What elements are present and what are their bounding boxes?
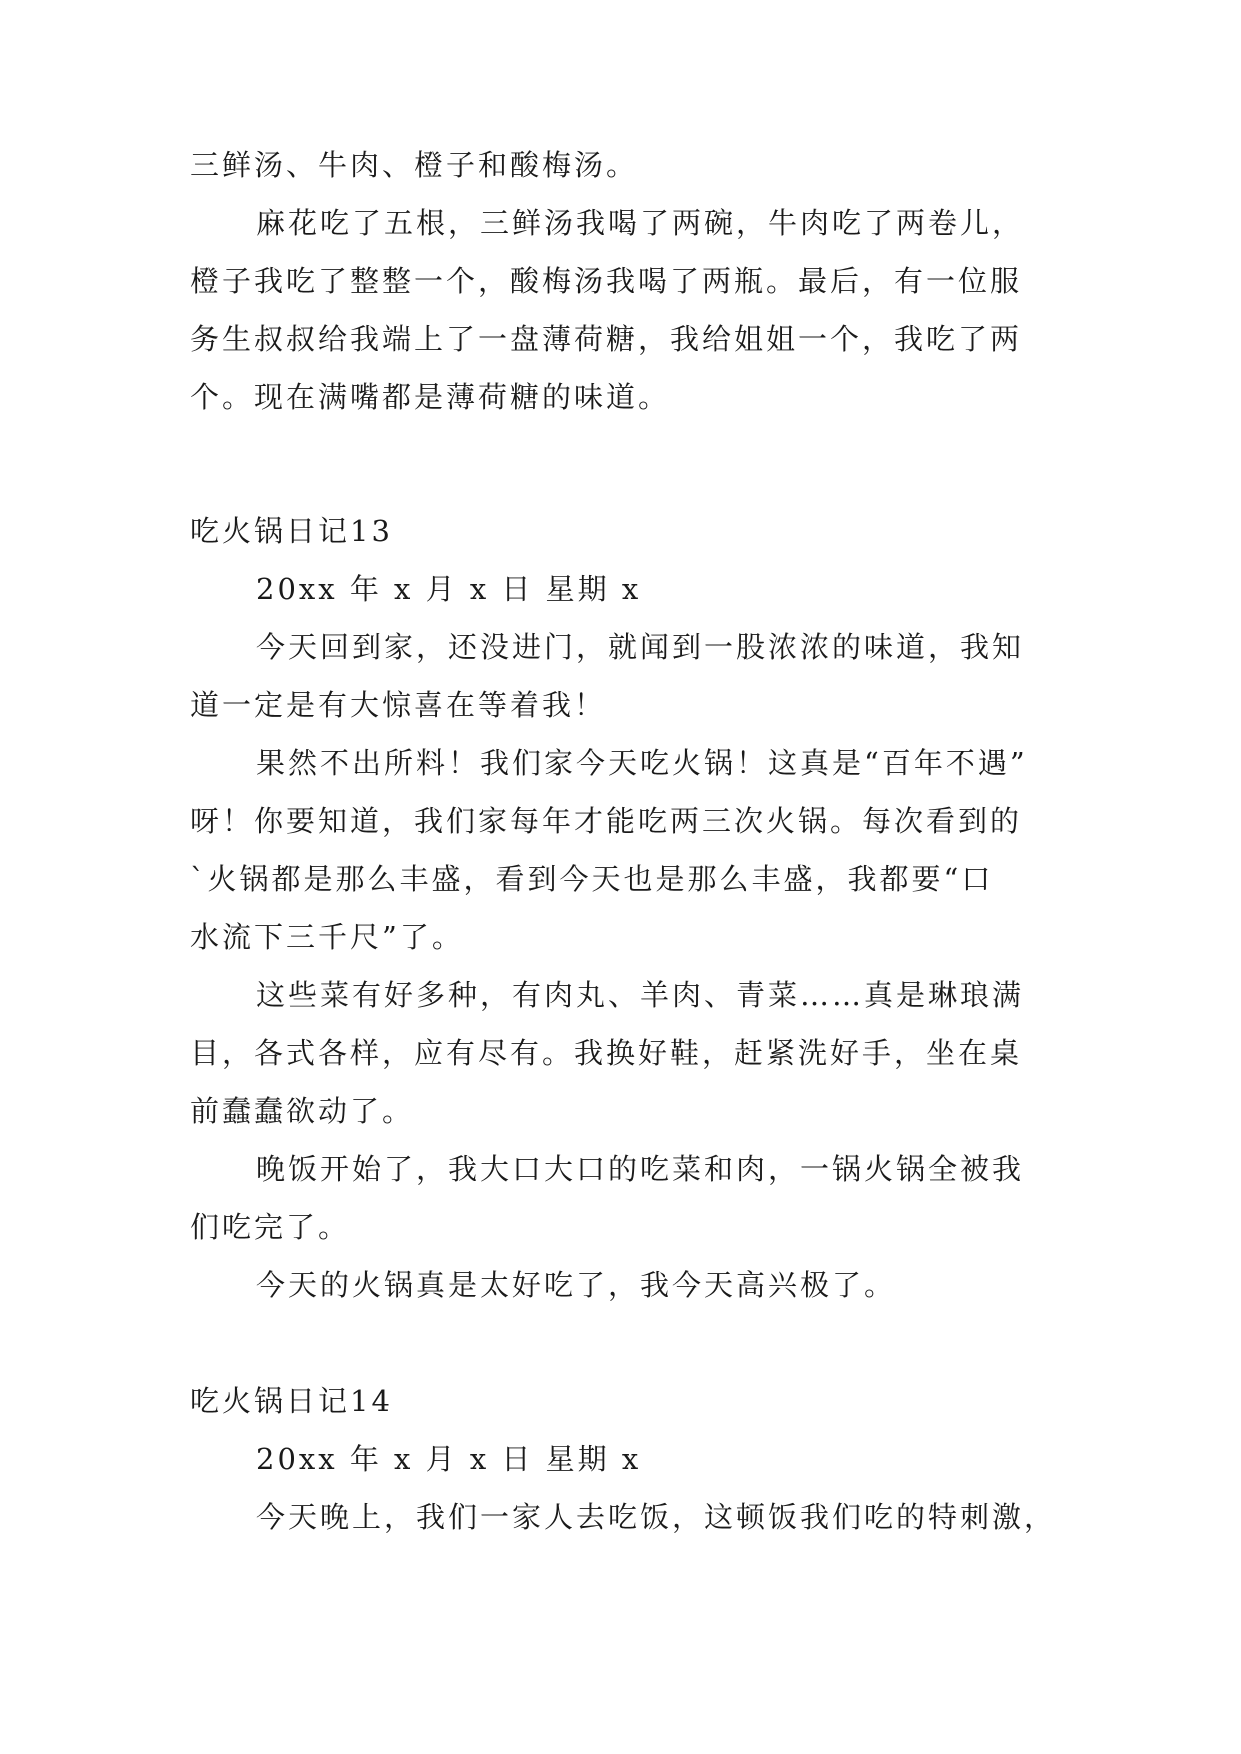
paragraph-line: 这些菜有好多种，有肉丸、羊肉、青菜……真是琳琅满 xyxy=(256,978,1025,1012)
paragraph-line: 果然不出所料！我们家今天吃火锅！这真是“百年不遇” xyxy=(256,746,1028,780)
paragraph-line: 三鲜汤、牛肉、橙子和酸梅汤。 xyxy=(190,148,639,182)
entry-14-section xyxy=(190,1372,1070,1546)
intro-section xyxy=(190,136,1070,426)
paragraph-line: 水流下三千尺”了。 xyxy=(190,920,464,954)
entry-14-title: 吃火锅日记14 xyxy=(190,1384,393,1418)
paragraph-line: 道一定是有大惊喜在等着我！ xyxy=(190,688,607,722)
paragraph-line: `火锅都是那么丰盛，看到今天也是那么丰盛，我都要“口 xyxy=(190,862,994,896)
paragraph-line: 今天回到家，还没进门，就闻到一股浓浓的味道，我知 xyxy=(256,630,1025,664)
paragraph-line: 们吃完了。 xyxy=(190,1210,351,1244)
paragraph-line: 晚饭开始了，我大口大口的吃菜和肉，一锅火锅全被我 xyxy=(256,1152,1025,1186)
entry-13-date: 20xx 年 x 月 x 日 星期 x xyxy=(256,572,642,606)
paragraph-line: 务生叔叔给我端上了一盘薄荷糖，我给姐姐一个，我吃了两 xyxy=(190,322,1023,356)
paragraph-line: 麻花吃了五根，三鲜汤我喝了两碗，牛肉吃了两卷儿， xyxy=(256,206,1025,240)
paragraph-line: 今天晚上，我们一家人去吃饭，这顿饭我们吃的特刺激， xyxy=(256,1500,1057,1534)
entry-13-section xyxy=(190,502,1070,1314)
paragraph-line: 橙子我吃了整整一个，酸梅汤我喝了两瓶。最后，有一位服 xyxy=(190,264,1023,298)
paragraph-line: 个。现在满嘴都是薄荷糖的味道。 xyxy=(190,380,671,414)
paragraph-line: 今天的火锅真是太好吃了，我今天高兴极了。 xyxy=(256,1268,897,1302)
paragraph-line: 呀！你要知道，我们家每年才能吃两三次火锅。每次看到的 xyxy=(190,804,1023,838)
paragraph-line: 目，各式各样，应有尽有。我换好鞋，赶紧洗好手，坐在桌 xyxy=(190,1036,1023,1070)
paragraph-line: 前蠢蠢欲动了。 xyxy=(190,1094,415,1128)
entry-13-title: 吃火锅日记13 xyxy=(190,514,393,548)
entry-14-date: 20xx 年 x 月 x 日 星期 x xyxy=(256,1442,642,1476)
